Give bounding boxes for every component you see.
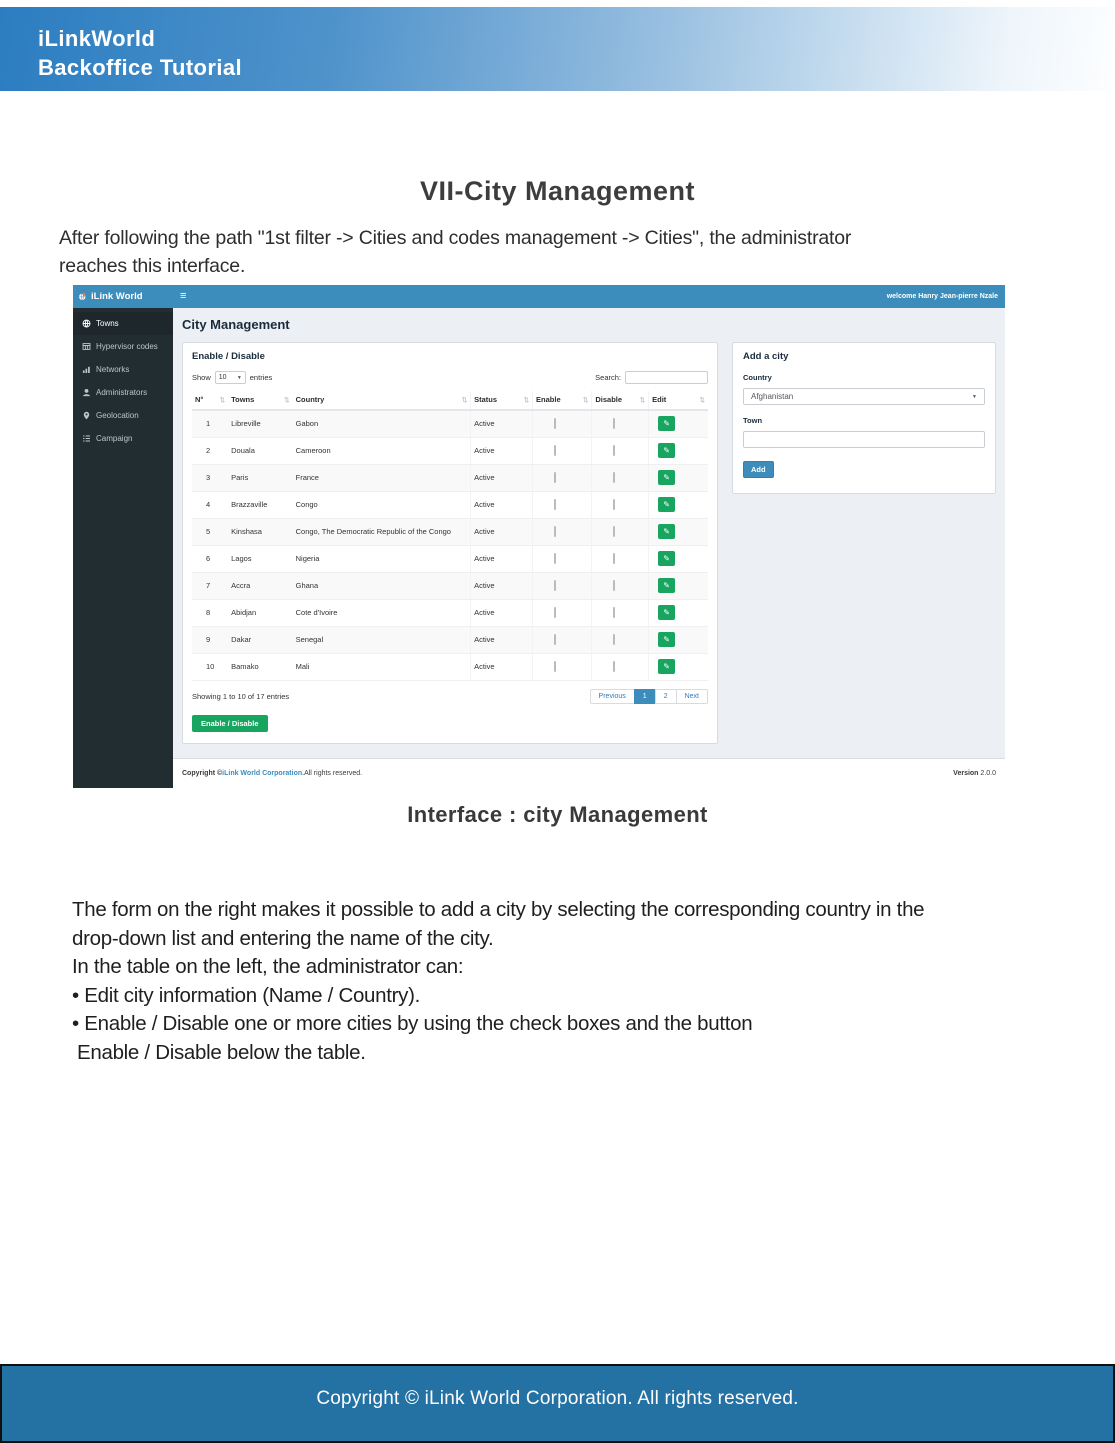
cell-number: 6 <box>192 545 228 572</box>
search-control <box>595 371 708 384</box>
app-screenshot <box>73 285 1005 788</box>
cell-number: 8 <box>192 599 228 626</box>
show-label: Show <box>192 373 211 382</box>
edit-button[interactable] <box>658 470 675 485</box>
page-size-select[interactable] <box>215 371 246 384</box>
add-city-panel <box>732 342 996 494</box>
globe-icon <box>82 319 91 328</box>
cell-town: Brazzaville <box>228 491 293 518</box>
cell-town: Kinshasa <box>228 518 293 545</box>
column-header-disable[interactable]: Disable ⇅ <box>592 391 649 410</box>
caret-down-icon: ▼ <box>236 374 242 381</box>
disable-checkbox[interactable] <box>613 472 615 483</box>
sidebar-item-label: Towns <box>96 319 119 328</box>
intro-line: After following the path "1st filter -> Cities and codes management -> Cities", the administrator <box>59 227 852 249</box>
entries-label: entries <box>249 373 273 382</box>
sort-icon: ⇅ <box>461 396 468 404</box>
cities-table-body <box>192 410 708 680</box>
app-brand-text: iLink World <box>91 291 143 302</box>
town-input[interactable] <box>743 431 985 448</box>
intro-paragraph <box>59 224 1069 280</box>
cell-edit <box>649 491 708 518</box>
enable-checkbox[interactable] <box>554 580 556 591</box>
column-header-status[interactable]: Status ⇅ <box>471 391 533 410</box>
app-footer-brand-link[interactable]: iLink World Corporation. <box>222 770 305 777</box>
table-row <box>192 599 708 626</box>
content-header: City Management <box>182 317 290 332</box>
cell-edit <box>649 464 708 491</box>
table-row <box>192 653 708 680</box>
edit-button[interactable] <box>658 497 675 512</box>
enable-checkbox[interactable] <box>554 607 556 618</box>
table-row <box>192 491 708 518</box>
table-header-row <box>192 391 708 410</box>
edit-button[interactable] <box>658 416 675 431</box>
app-footer-copyright: Copyright © <box>182 770 223 777</box>
add-button[interactable]: Add <box>743 461 774 478</box>
enable-checkbox[interactable] <box>554 661 556 672</box>
column-header-enable[interactable]: Enable ⇅ <box>533 391 592 410</box>
cell-town: Libreville <box>228 410 293 437</box>
sidebar-item-networks[interactable] <box>73 358 173 381</box>
pagination-previous[interactable]: Previous <box>590 689 635 704</box>
edit-button[interactable] <box>658 632 675 647</box>
app-footer <box>173 758 1005 788</box>
page-size-value: 10 <box>218 374 227 381</box>
cell-disable <box>592 572 649 599</box>
cell-disable <box>592 437 649 464</box>
disable-checkbox[interactable] <box>613 661 615 672</box>
cell-number: 5 <box>192 518 228 545</box>
add-city-title: Add a city <box>743 351 789 362</box>
caret-down-icon: ▼ <box>972 393 977 400</box>
disable-checkbox[interactable] <box>613 607 615 618</box>
cell-edit <box>649 626 708 653</box>
sidebar-item-label: Geolocation <box>96 411 139 420</box>
cell-enable <box>533 572 592 599</box>
cell-enable <box>533 518 592 545</box>
cell-edit <box>649 599 708 626</box>
cell-status: Active <box>471 545 533 572</box>
table-footer <box>192 689 708 704</box>
app-content <box>173 308 1005 758</box>
disable-checkbox[interactable] <box>613 445 615 456</box>
list-icon <box>82 434 91 443</box>
figure-caption: Interface : city Management <box>407 802 708 827</box>
ilink-globe-pin-icon <box>78 289 87 304</box>
body-line: drop-down list and entering the name of the city. <box>72 926 494 950</box>
app-body <box>73 308 1005 788</box>
sidebar-item-label: Campaign <box>96 434 133 443</box>
cell-number: 1 <box>192 410 228 437</box>
cell-country: Cameroon <box>293 437 471 464</box>
sidebar-item-administrators[interactable] <box>73 381 173 404</box>
disable-checkbox[interactable] <box>613 634 615 645</box>
cell-disable <box>592 518 649 545</box>
sort-icon: ⇅ <box>582 396 589 404</box>
sort-icon: ⇅ <box>523 396 530 404</box>
cell-country: Congo, The Democratic Republic of the Congo <box>293 518 471 545</box>
disable-checkbox[interactable] <box>613 418 615 429</box>
footer-copyright-text: Copyright © iLink World Corporation. All rights reserved. <box>316 1387 799 1409</box>
edit-icon: ✎ <box>663 419 670 429</box>
cell-number: 9 <box>192 626 228 653</box>
disable-checkbox[interactable] <box>613 553 615 564</box>
cell-number: 10 <box>192 653 228 680</box>
body-line: Enable / Disable below the table. <box>77 1040 366 1064</box>
app-navbar <box>173 285 1005 308</box>
map-marker-icon <box>82 411 91 420</box>
app-logo[interactable] <box>73 285 173 308</box>
enable-checkbox[interactable] <box>554 418 556 429</box>
panel-title: Enable / Disable <box>192 351 265 362</box>
edit-button[interactable] <box>658 551 675 566</box>
body-line: In the table on the left, the administrator can: <box>72 955 464 978</box>
body-line: • Enable / Disable one or more cities by using the check boxes and the button <box>72 1012 753 1035</box>
column-header-edit[interactable]: Edit ⇅ <box>649 391 708 410</box>
cell-country: France <box>293 464 471 491</box>
edit-button[interactable] <box>658 605 675 620</box>
edit-button[interactable] <box>658 659 675 674</box>
search-label: Search: <box>595 373 621 382</box>
edit-icon: ✎ <box>663 635 670 644</box>
sort-icon: ⇅ <box>699 396 705 404</box>
edit-button[interactable] <box>658 524 675 539</box>
edit-icon: ✎ <box>663 473 670 482</box>
edit-icon: ✎ <box>663 608 670 617</box>
cell-country: Cote d'Ivoire <box>293 599 471 626</box>
cell-town: Accra <box>228 572 293 599</box>
sidebar-item-towns[interactable] <box>73 312 173 335</box>
document-footer <box>0 1364 1115 1443</box>
intro-line: reaches this interface. <box>59 255 246 277</box>
cell-edit <box>649 572 708 599</box>
table-row <box>192 572 708 599</box>
edit-button[interactable] <box>658 443 675 458</box>
disable-checkbox[interactable] <box>613 499 615 510</box>
cell-country: Nigeria <box>293 545 471 572</box>
cell-edit <box>649 653 708 680</box>
enable-disable-button[interactable]: Enable / Disable <box>192 715 268 732</box>
sidebar-item-campaign[interactable] <box>73 427 173 450</box>
town-label: Town <box>743 416 763 425</box>
cell-town: Abidjan <box>228 599 293 626</box>
enable-checkbox[interactable] <box>554 445 556 456</box>
pagination-page-1[interactable]: 1 <box>634 689 656 704</box>
cell-enable <box>533 410 592 437</box>
sort-icon: ⇅ <box>219 396 226 404</box>
banner-brand: iLinkWorld <box>38 26 156 51</box>
pagination <box>591 689 708 704</box>
welcome-user-text[interactable]: welcome Hanry Jean-pierre Nzale <box>886 293 998 300</box>
table-row <box>192 545 708 572</box>
cell-edit <box>649 545 708 572</box>
table-row <box>192 518 708 545</box>
country-label: Country <box>743 373 772 382</box>
table-row <box>192 626 708 653</box>
cell-status: Active <box>471 410 533 437</box>
table-row <box>192 464 708 491</box>
cell-town: Bamako <box>228 653 293 680</box>
cell-country: Ghana <box>293 572 471 599</box>
pagination-page-2[interactable]: 2 <box>655 689 677 704</box>
table-icon <box>82 342 91 351</box>
edit-icon: ✎ <box>663 446 670 455</box>
disable-checkbox[interactable] <box>613 580 615 591</box>
edit-button[interactable] <box>658 578 675 593</box>
banner-subtitle: Backoffice Tutorial <box>38 55 243 80</box>
cell-number: 4 <box>192 491 228 518</box>
enable-checkbox[interactable] <box>554 499 556 510</box>
cell-disable <box>592 491 649 518</box>
cell-edit <box>649 410 708 437</box>
sidebar-item-geolocation[interactable] <box>73 404 173 427</box>
cell-enable <box>533 626 592 653</box>
country-selected-value: Afghanistan <box>751 392 794 401</box>
cell-status: Active <box>471 491 533 518</box>
cell-enable <box>533 653 592 680</box>
cell-status: Active <box>471 653 533 680</box>
enable-checkbox[interactable] <box>554 553 556 564</box>
column-header-country[interactable]: Country ⇅ <box>293 391 471 410</box>
cell-number: 3 <box>192 464 228 491</box>
sidebar-item-label: Administrators <box>96 388 148 397</box>
country-select[interactable] <box>743 388 985 405</box>
cell-country: Senegal <box>293 626 471 653</box>
page-title: VII-City Management <box>419 176 696 206</box>
showing-entries-text: Showing 1 to 10 of 17 entries <box>192 691 290 701</box>
cell-enable <box>533 599 592 626</box>
cell-disable <box>592 410 649 437</box>
cell-edit <box>649 437 708 464</box>
sidebar-item-hypervisor-codes[interactable] <box>73 335 173 358</box>
edit-icon: ✎ <box>663 662 670 671</box>
cell-status: Active <box>471 518 533 545</box>
enable-checkbox[interactable] <box>554 472 556 483</box>
cell-country: Mali <box>293 653 471 680</box>
cell-number: 2 <box>192 437 228 464</box>
cell-enable <box>533 545 592 572</box>
table-row <box>192 410 708 437</box>
column-header-number[interactable]: N° ⇅ <box>192 391 228 410</box>
edit-icon: ✎ <box>663 527 670 536</box>
edit-icon: ✎ <box>663 500 670 509</box>
app-sidebar <box>73 308 173 788</box>
cell-town: Dakar <box>228 626 293 653</box>
cell-enable <box>533 491 592 518</box>
sort-icon: ⇅ <box>284 396 290 404</box>
cell-disable <box>592 464 649 491</box>
table-row <box>192 437 708 464</box>
cell-enable <box>533 437 592 464</box>
show-entries-control <box>192 371 272 384</box>
cell-country: Congo <box>293 491 471 518</box>
enable-checkbox[interactable] <box>554 634 556 645</box>
body-paragraph <box>72 896 1072 1067</box>
pagination-next[interactable]: Next <box>676 689 708 704</box>
cell-town: Douala <box>228 437 293 464</box>
cell-disable <box>592 599 649 626</box>
enable-disable-panel <box>182 342 718 744</box>
body-line: The form on the right makes it possible to add a city by selecting the corresponding country in the <box>72 898 925 921</box>
table-controls <box>192 371 708 384</box>
cell-status: Active <box>471 626 533 653</box>
sidebar-item-label: Hypervisor codes <box>96 342 158 351</box>
signal-icon <box>82 365 91 374</box>
body-line: • Edit city information (Name / Country). <box>72 983 421 1007</box>
enable-checkbox[interactable] <box>554 526 556 537</box>
cell-number: 7 <box>192 572 228 599</box>
cell-disable <box>592 545 649 572</box>
cities-table <box>192 391 708 681</box>
app-topbar <box>73 285 1005 308</box>
cell-enable <box>533 464 592 491</box>
sidebar-item-label: Networks <box>96 365 130 374</box>
tutorial-banner <box>0 7 1115 91</box>
user-icon <box>82 388 91 397</box>
cell-disable <box>592 626 649 653</box>
disable-checkbox[interactable] <box>613 526 615 537</box>
column-header-towns[interactable]: Towns ⇅ <box>228 391 293 410</box>
edit-icon: ✎ <box>663 581 670 590</box>
app-version: Version 2.0.0 <box>953 770 996 777</box>
app-footer-rights: All rights reserved. <box>304 770 363 777</box>
cell-disable <box>592 653 649 680</box>
hamburger-menu-icon[interactable]: ≡ <box>180 290 187 302</box>
cell-town: Paris <box>228 464 293 491</box>
edit-icon: ✎ <box>663 554 670 563</box>
app-main-column <box>173 308 1005 788</box>
cell-status: Active <box>471 572 533 599</box>
search-input[interactable] <box>625 371 708 384</box>
cell-edit <box>649 518 708 545</box>
cell-status: Active <box>471 599 533 626</box>
sort-icon: ⇅ <box>639 396 646 404</box>
cell-country: Gabon <box>293 410 471 437</box>
cell-status: Active <box>471 464 533 491</box>
cell-status: Active <box>471 437 533 464</box>
cell-town: Lagos <box>228 545 293 572</box>
